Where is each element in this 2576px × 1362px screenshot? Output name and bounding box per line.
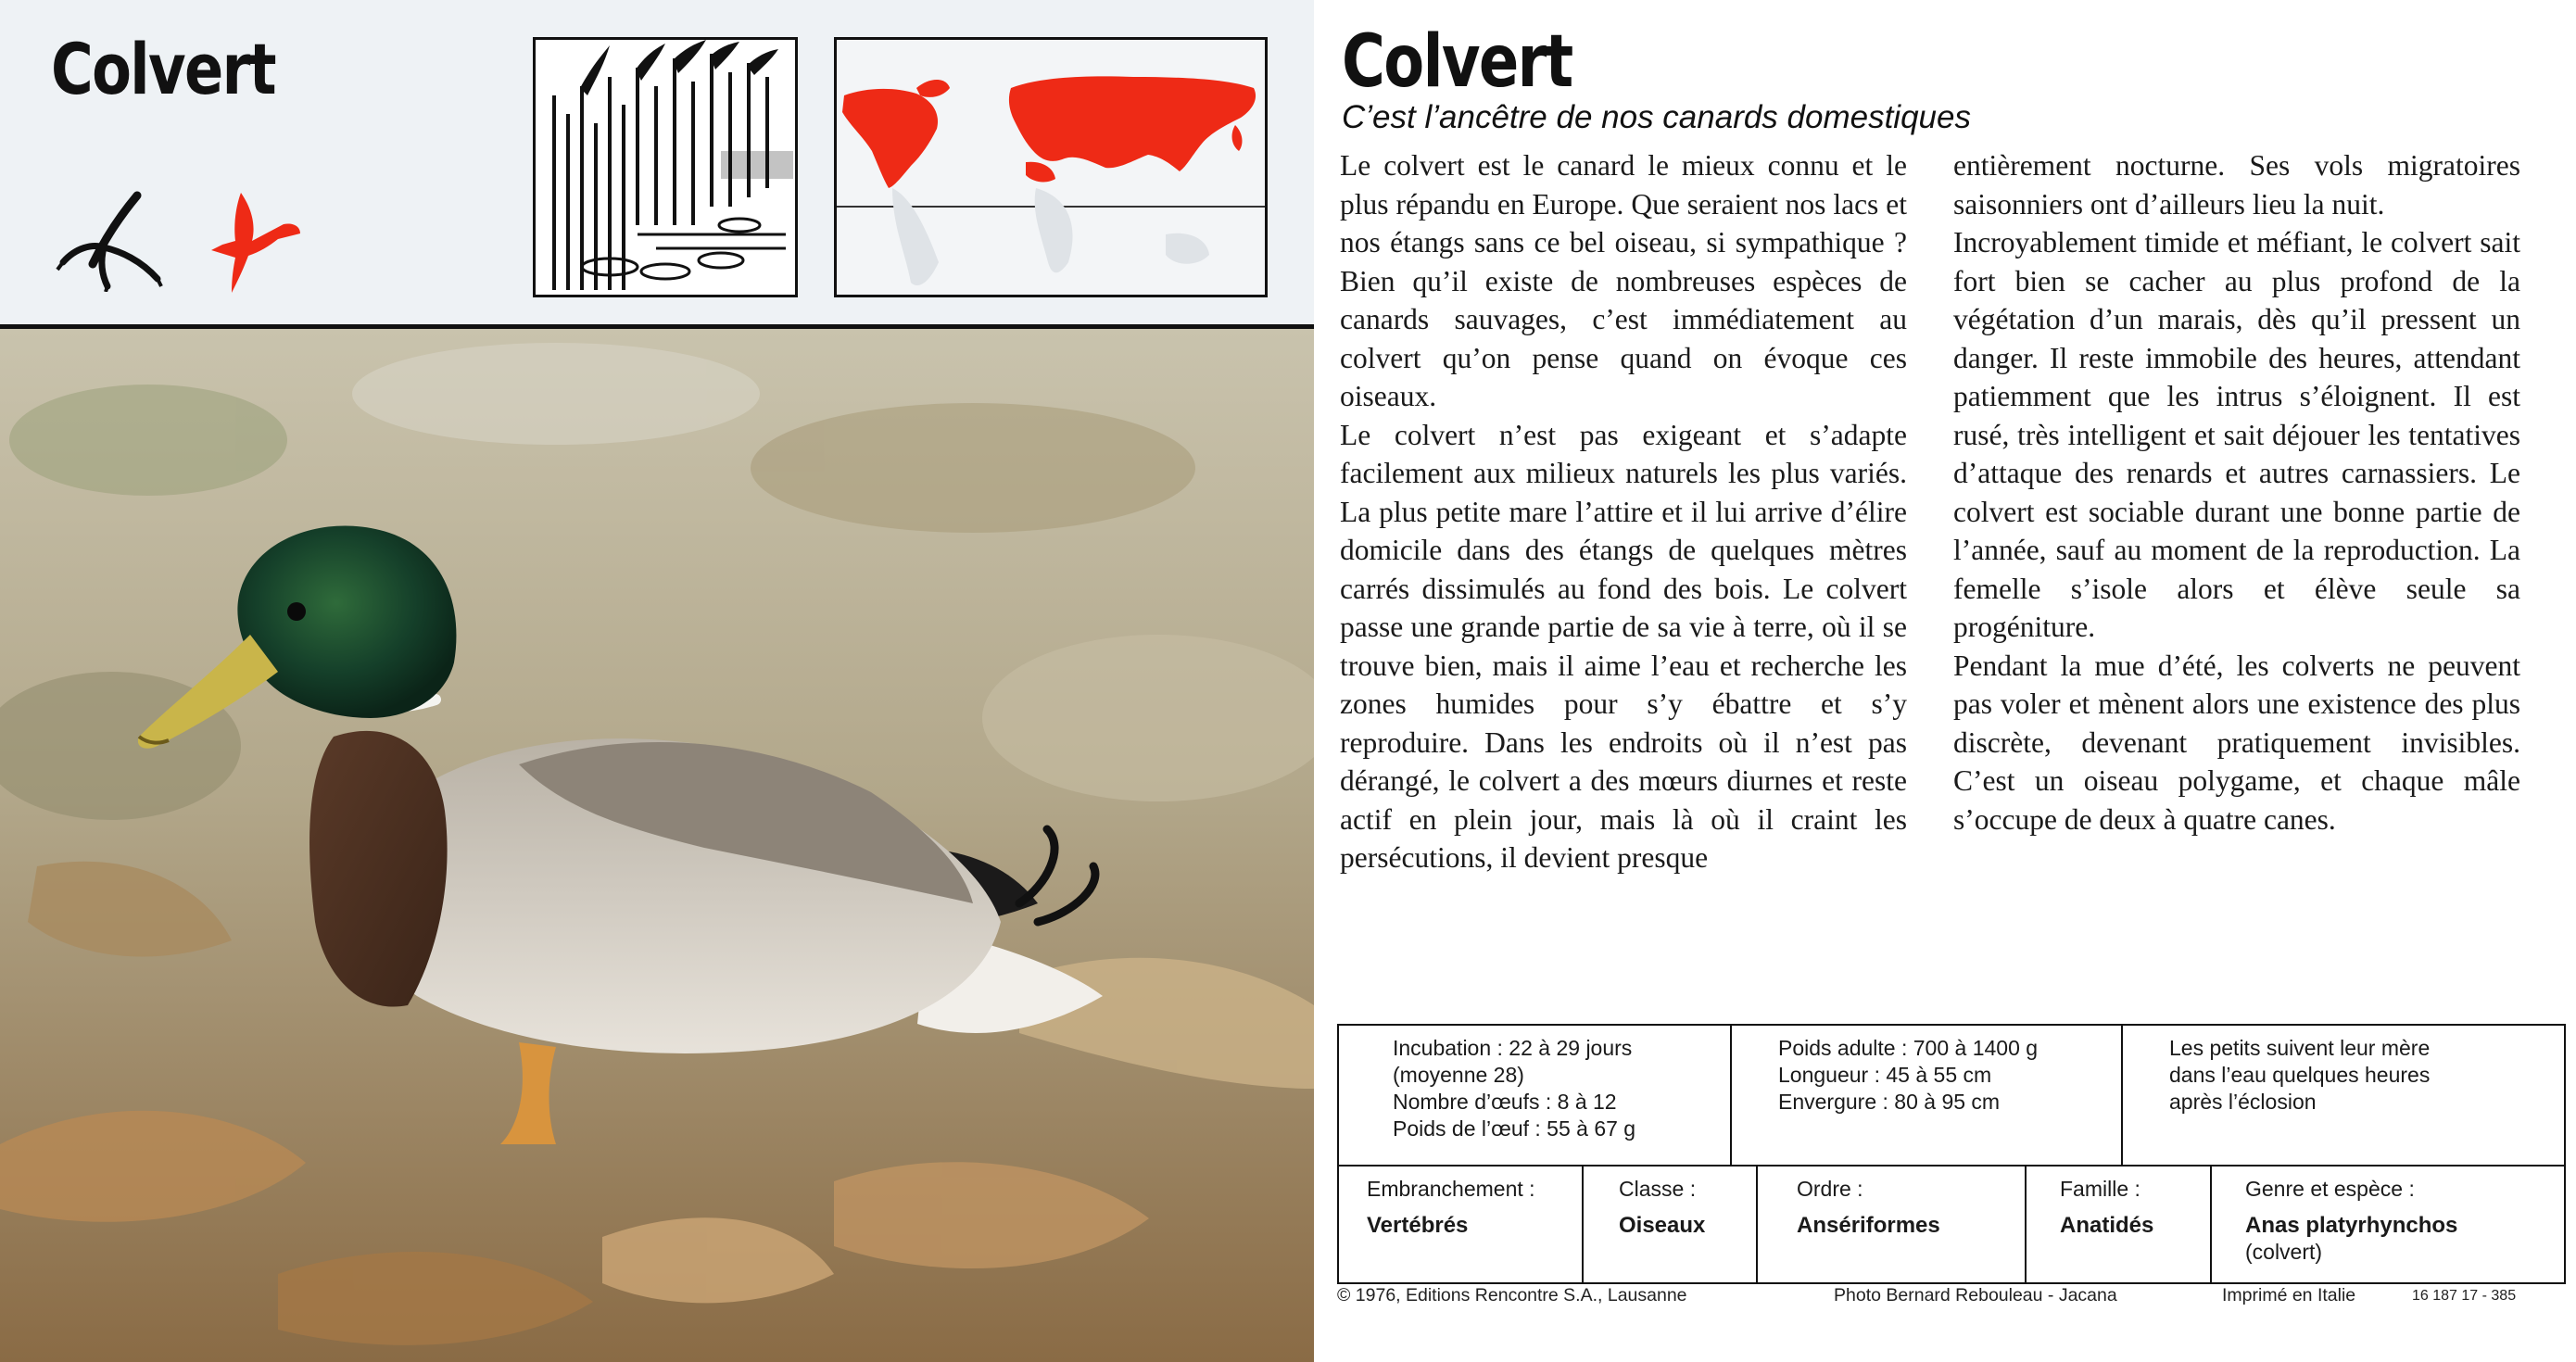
copyright: © 1976, Editions Rencontre S.A., Lausanne — [1337, 1285, 1687, 1305]
classe-cell: Classe : Oiseaux — [1584, 1167, 1758, 1282]
front-header — [0, 0, 1314, 324]
young-facts: Les petits suivent leur mère dans l’eau quelques heures après l’éclosion — [2169, 1036, 2431, 1114]
mallard-duck-photo — [0, 329, 1314, 1362]
printed-in: Imprimé en Italie — [2222, 1285, 2356, 1305]
card-code: 16 187 17 - 385 — [2412, 1288, 2517, 1304]
genre-cell: Genre et espèce : Anas platyrhynchos (colvert) — [2245, 1177, 2458, 1264]
paragraph: entièrement nocturne. Ses vols migratoires saisonniers ont d’ailleurs lieu la nuit. — [1953, 149, 2520, 221]
wetland-habitat-icon — [533, 37, 798, 297]
card-back — [1314, 0, 2576, 1362]
paragraph: Le colvert est le canard le mieux connu et le plus répandu en Europe. Que seraient nos lacs et nos étangs sans ce bel oiseau, si sympathique ? Bien qu’il existe de nombreuses espèces de canards sauvages, c’est immédiatement au colvert qu’on pense quand on évoque ces oiseaux. — [1340, 149, 1907, 412]
body-facts: Poids adulte : 700 à 1400 g Longueur : 45 à 55 cm Envergure : 80 à 95 cm — [1732, 1026, 2123, 1165]
paragraph: Pendant la mue d’été, les colverts ne peuvent pas voler et mènent alors une existence des plus discrète, devenant pratiquement invisibles. C’est un oiseau polygame, et chaque mâle s’occupe de deux à quatre canes. — [1953, 649, 2520, 836]
embranchement-cell: Embranchement : Vertébrés — [1339, 1167, 1584, 1282]
text-column-2 — [1953, 146, 2520, 839]
famille-cell: Famille : Anatidés — [2027, 1167, 2212, 1282]
ordre-cell: Ordre : Ansériformes — [1758, 1167, 2027, 1282]
paragraph: Incroyablement timide et méfiant, le colvert sait fort bien se cacher au plus profond de la végétation d’un marais, dès qu’il pressent un danger. Il reste immobile des heures, attendant patiemment que les intrus s’éloignent. Il est rusé, très intelligent et sait déjouer les tentatives d’attaque des renards et autres carnassiers. Le colvert est sociable durant une bonne partie de l’année, sauf au moment de la reproduction. La femelle s’isole alors et élève seule sa progéniture. — [1953, 226, 2520, 643]
back-title: Colvert — [1342, 20, 1572, 104]
photo-credit: Photo Bernard Rebouleau - Jacana — [1834, 1285, 2117, 1305]
paragraph: Le colvert n’est pas exigeant et s’adapte facilement aux milieux naturels les plus variés. La plus petite mare l’attire et il lui arrive d’élire domicile dans des étangs de quelques mètres carrés dissimulés au fond des bois. Le colvert passe une grande partie de sa vie à terre, où il se trouve bien, mais il aime l’eau et recherche les zones humides pour s’y ébattre et s’y reproduire. Dans les endroits où il n’est pas dérangé, le colvert a des mœurs diurnes et reste actif en plein jour, mais là où il craint les persécutions, il devient presque — [1340, 418, 1907, 874]
front-title: Colvert — [51, 28, 275, 110]
card-footer — [1337, 1285, 2562, 1317]
reproduction-facts: Incubation : 22 à 29 jours (moyenne 28) Nombre d’œufs : 8 à 12 Poids de l’œuf : 55 à 67 g — [1339, 1026, 1732, 1165]
flying-bird-icon — [204, 185, 306, 296]
taxonomy-table — [1337, 1165, 2566, 1284]
facts-table — [1337, 1024, 2566, 1167]
text-column-1 — [1340, 146, 1907, 877]
bird-foot-icon — [56, 190, 167, 292]
subtitle: C’est l’ancêtre de nos canards domestiques — [1342, 99, 1971, 135]
world-range-map — [834, 37, 1268, 297]
